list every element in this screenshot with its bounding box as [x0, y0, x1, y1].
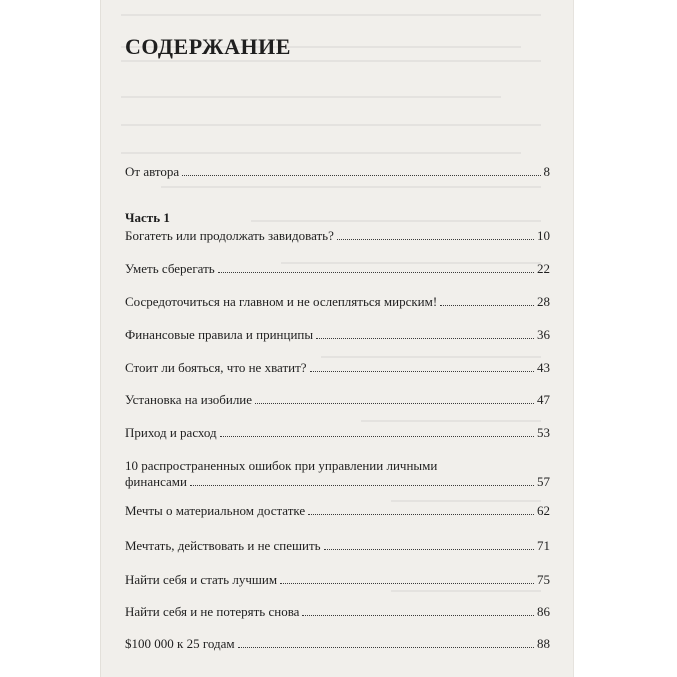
- toc-entry-page: 8: [543, 164, 550, 179]
- toc-entry-title: Уметь сберегать: [125, 261, 215, 276]
- toc-entry: [125, 327, 550, 343]
- toc-entry: [125, 572, 550, 588]
- toc-entry-page: 53: [537, 425, 550, 440]
- dot-leader: [440, 305, 534, 306]
- dot-leader: [316, 338, 534, 339]
- toc-entry-page: 75: [537, 572, 550, 587]
- toc-entry-title: Мечтать, действовать и не спешить: [125, 538, 321, 553]
- toc-entry-title: Мечты о материальном достатке: [125, 503, 306, 518]
- toc-entry-last-line: [125, 474, 550, 490]
- toc-entry-page: 36: [537, 327, 550, 342]
- toc-entry: [125, 503, 550, 519]
- dot-leader: [190, 485, 534, 486]
- toc-entry: [125, 294, 550, 310]
- toc-entry-page: 86: [537, 604, 550, 619]
- show-through-line: [121, 152, 521, 154]
- dot-leader: [280, 583, 534, 584]
- dot-leader: [310, 371, 534, 372]
- toc-entry: [125, 538, 550, 554]
- toc-entry: [125, 425, 550, 441]
- show-through-line: [121, 124, 541, 126]
- part-heading: Часть 1: [125, 210, 170, 225]
- toc-entry-title: $100 000 к 25 годам: [125, 636, 235, 651]
- dot-leader: [255, 403, 534, 404]
- show-through-line: [121, 14, 541, 16]
- toc-entry-title-line: 10 распространенных ошибок при управлении личными: [125, 458, 438, 473]
- dot-leader: [182, 175, 540, 176]
- toc-entry-page: 88: [537, 636, 550, 651]
- toc-entry-title: Финансовые правила и принципы: [125, 327, 314, 342]
- show-through-line: [161, 186, 541, 188]
- page-title: СОДЕРЖАНИЕ: [125, 34, 291, 59]
- toc-entry-page: 10: [537, 228, 550, 243]
- toc-entry-page: 57: [537, 474, 550, 489]
- dot-leader: [308, 514, 534, 515]
- toc-entry-page: 62: [537, 503, 550, 518]
- toc-entry-title-line: финансами: [125, 474, 187, 489]
- toc-entry-title: Найти себя и не потерять снова: [125, 604, 300, 619]
- toc-entry-title: Сосредоточиться на главном и не ослепляться мирским!: [125, 294, 438, 309]
- toc-entry-title: Приход и расход: [125, 425, 217, 440]
- toc-entry: [125, 261, 550, 277]
- dot-leader: [337, 239, 534, 240]
- toc-entry-title: Стоит ли бояться, что не хватит?: [125, 360, 307, 375]
- toc-entry-title: Установка на изобилие: [125, 392, 253, 407]
- toc-entry-title: Богатеть или продолжать завидовать?: [125, 228, 334, 243]
- show-through-line: [361, 420, 541, 422]
- show-through-line: [321, 356, 541, 358]
- toc-entry-title: От автора: [125, 164, 180, 179]
- toc-entry-page: 28: [537, 294, 550, 309]
- show-through-line: [251, 220, 541, 222]
- toc-entry: [125, 604, 550, 620]
- show-through-line: [121, 60, 541, 62]
- toc-entry: [125, 228, 550, 244]
- toc-entry-page: 47: [537, 392, 550, 407]
- toc-entry-title: Найти себя и стать лучшим: [125, 572, 278, 587]
- dot-leader: [218, 272, 534, 273]
- show-through-line: [391, 500, 541, 502]
- toc-entry: [125, 360, 550, 376]
- toc-entry-page: 22: [537, 261, 550, 276]
- toc-entry-page: 71: [537, 538, 550, 553]
- toc-entry-page: 43: [537, 360, 550, 375]
- toc-entry: [125, 392, 550, 408]
- dot-leader: [220, 436, 534, 437]
- dot-leader: [302, 615, 534, 616]
- book-page: [100, 0, 574, 677]
- toc-entry-preface: [125, 164, 550, 180]
- dot-leader: [238, 647, 534, 648]
- show-through-line: [121, 96, 501, 98]
- show-through-line: [391, 590, 541, 592]
- dot-leader: [324, 549, 534, 550]
- toc-entry: [125, 458, 550, 490]
- toc-entry: [125, 636, 550, 652]
